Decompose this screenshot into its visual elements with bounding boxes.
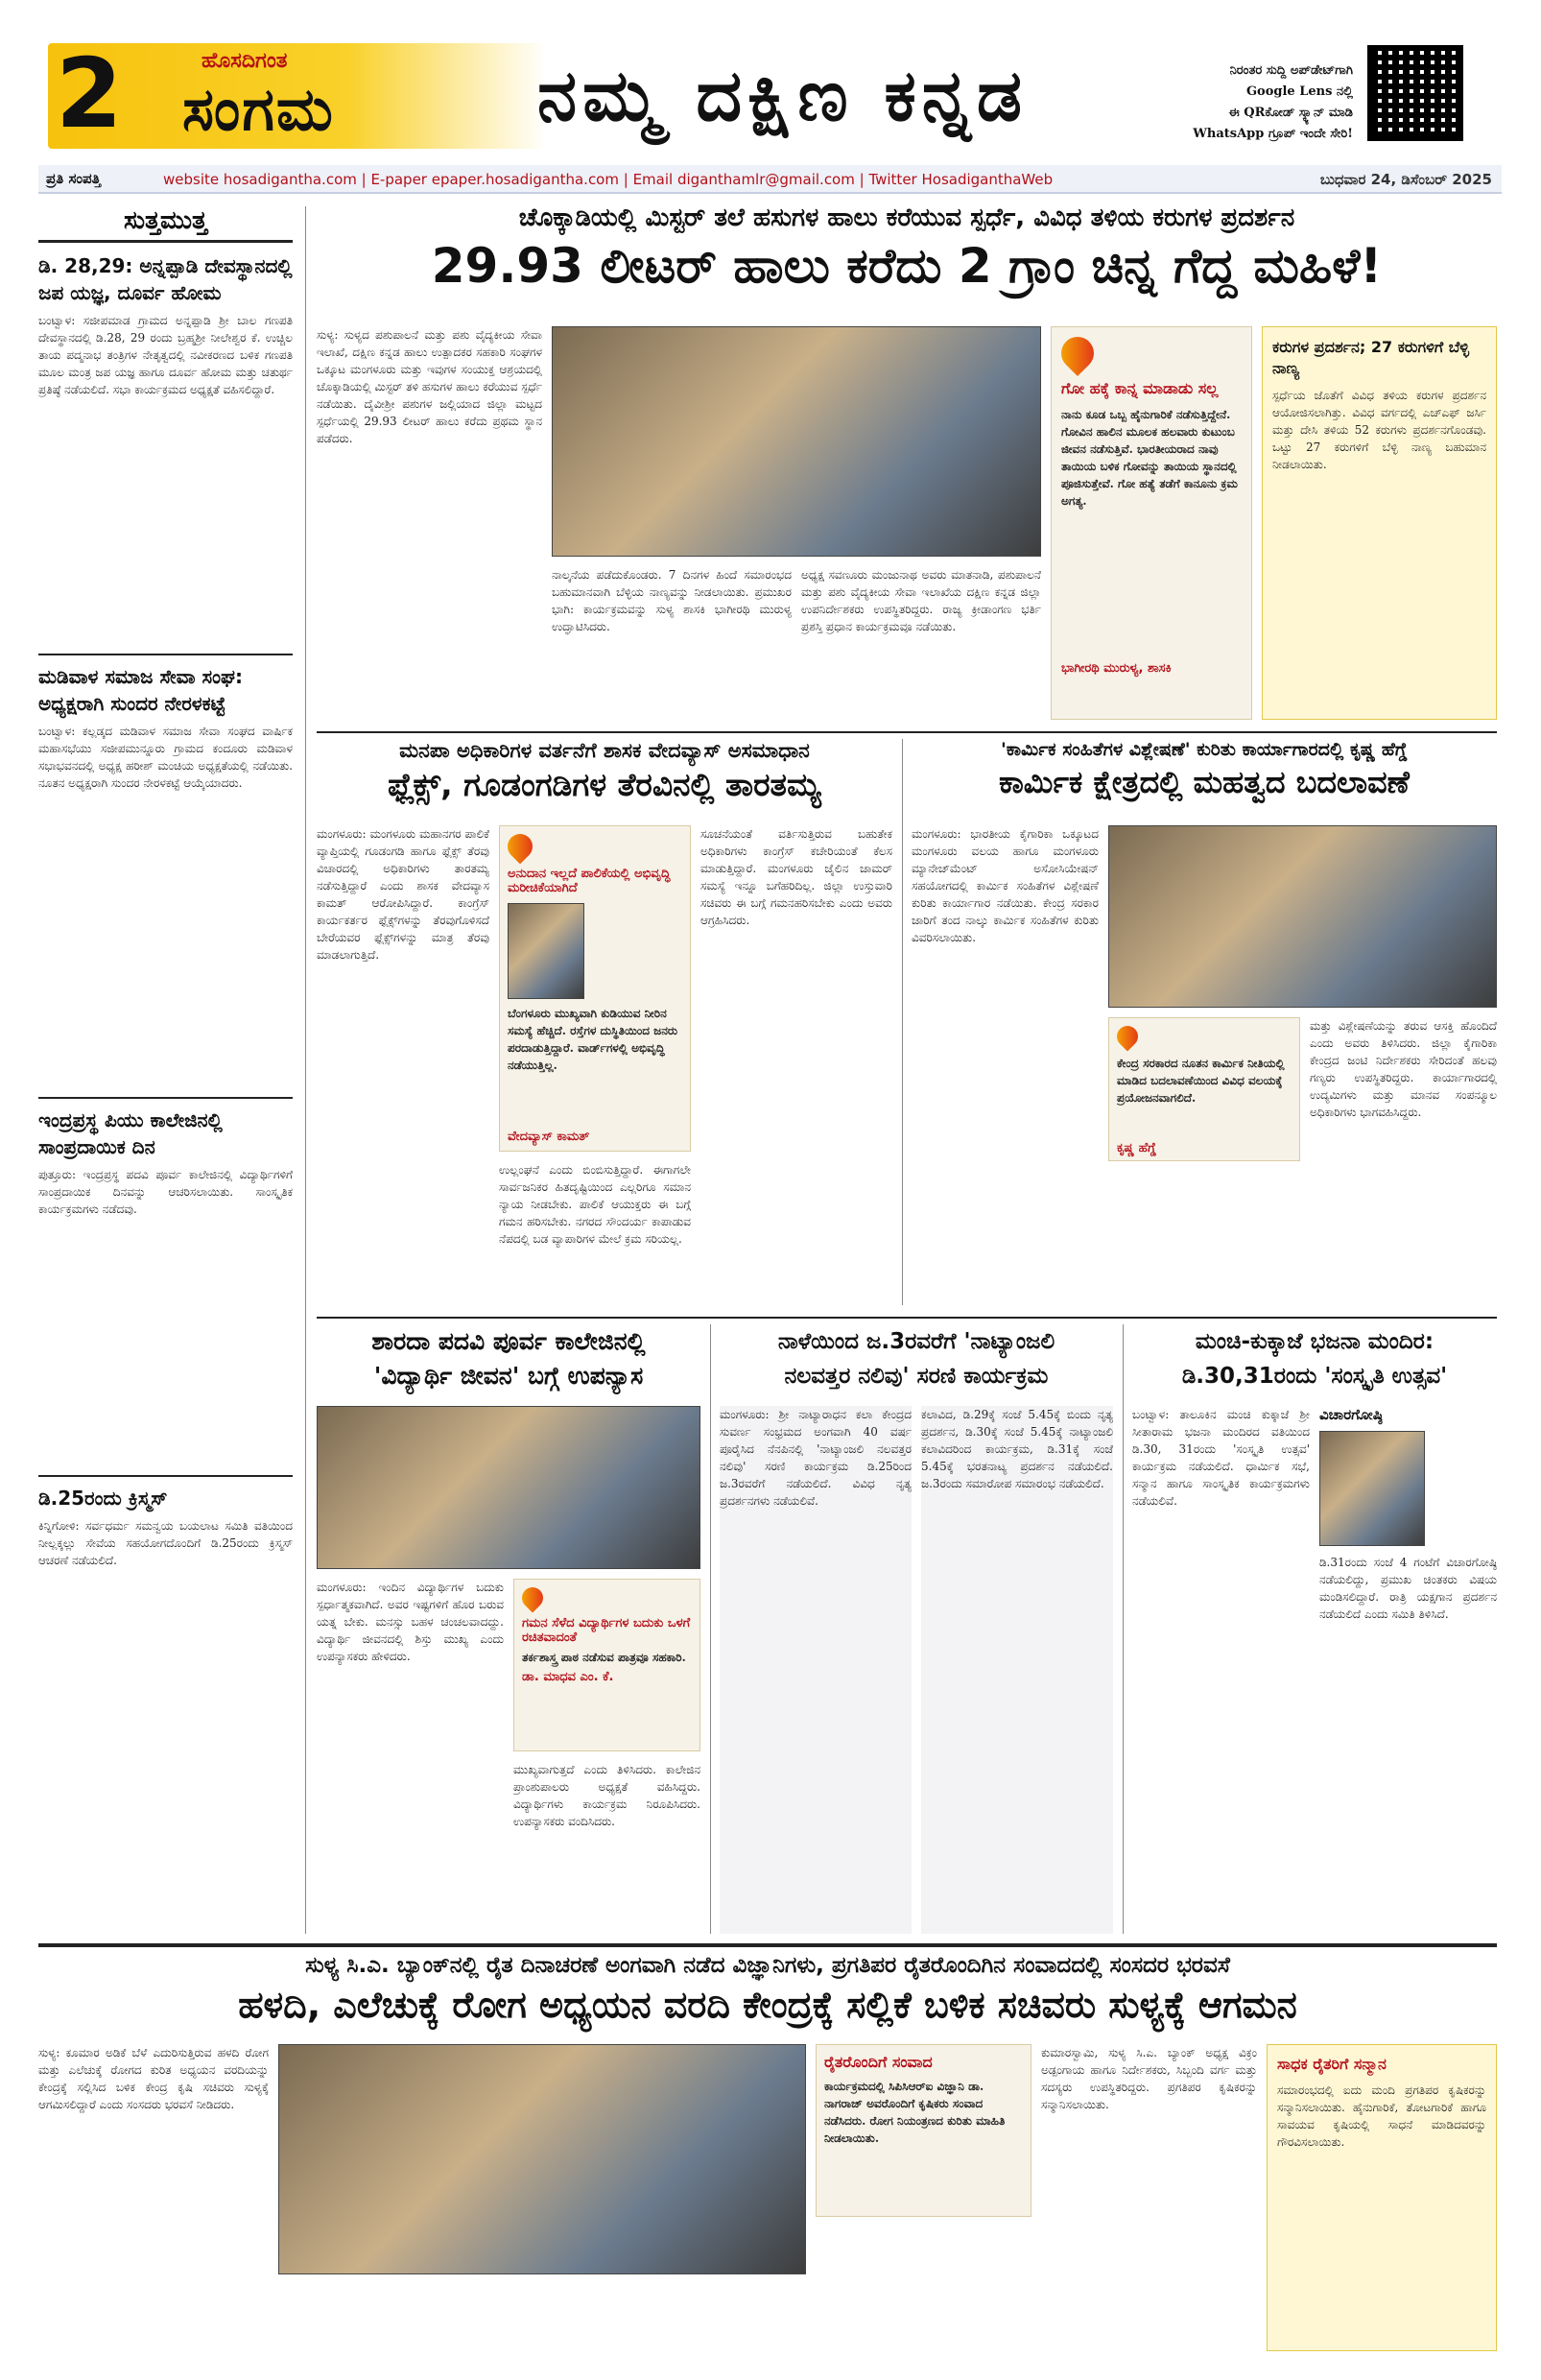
speaker-portrait[interactable] — [1319, 1431, 1425, 1546]
labour-story — [912, 739, 1497, 804]
farmers-story-photo[interactable] — [278, 2044, 806, 2274]
college-story-photo[interactable] — [317, 1406, 700, 1569]
college-story-body: ಮಂಗಳೂರು: ಇಂದಿನ ವಿದ್ಯಾರ್ಥಿಗಳ ಬದುಕು ಸ್ಪರ್ಧಾತ್ಮಕವಾಗಿದೆ. ಅವರ ಇಷ್ಟಗಳಿಗೆ ಹೊರ ಬರುವ ಯತ್ನ ಬೇಕು. ಮನಸ್ಸು ಬಹಳ ಚಂಚಲವಾದದ್ದು. ವಿದ್ಯಾರ್ಥಿ ಜೀವನದಲ್ಲಿ ಶಿಸ್ತು ಮುಖ್ಯ ಎಂದು ಉಪನ್ಯಾಸಕರು ಹೇಳಿದರು. — [317, 1581, 504, 1663]
flex-story-body-2: ಉಲ್ಲಂಘನೆ ಎಂದು ಬಿಂಬಿಸುತ್ತಿದ್ದಾರೆ. ಈಗಾಗಲೇ ಸಾರ್ವಜನಿಕರ ಹಿತದೃಷ್ಟಿಯಿಂದ ಎಲ್ಲರಿಗೂ ಸಮಾನ ನ್ಯಾಯ ನೀಡಬೇಕು. ಪಾಲಿಕೆ ಆಯುಕ್ತರು ಈ ಬಗ್ಗೆ ಗಮನ ಹರಿಸಬೇಕು. ನಗರದ ಸೌಂದರ್ಯ ಕಾಪಾಡುವ ನೆಪದಲ್ಲಿ ಬಡ ವ್ಯಾಪಾರಿಗಳ ಮೇಲೆ ಕ್ರಮ ಸರಿಯಲ್ಲ. — [499, 1163, 691, 1246]
dance-story-body: ಮಂಗಳೂರು: ಶ್ರೀ ನಾಟ್ಯಾರಾಧನ ಕಲಾ ಕೇಂದ್ರದ ಸುವರ್ಣ ಸಂಭ್ರಮದ ಅಂಗವಾಗಿ 40 ವರ್ಷ ಪೂರೈಸಿದ ನೆನಪಿನಲ್ಲಿ 'ನಾಟ್ಯಾಂಜಲಿ ನಲವತ್ತರ ನಲಿವು' ಸರಣಿ ಕಾರ್ಯಕ್ರಮ ಡಿ.25ರಿಂದ ಜ.3ರವರೆಗೆ ನಡೆಯಲಿದೆ. ವಿವಿಧ ನೃತ್ಯ ಪ್ರದರ್ಶನಗಳು ನಡೆಯಲಿವೆ. — [720, 1406, 912, 1934]
labour-quote-box — [1108, 1017, 1300, 1161]
bhajan-sidebar — [1319, 1406, 1497, 1928]
brief-2-title: ಮಡಿವಾಳ ಸಮಾಜ ಸೇವಾ ಸಂಘ: ಅಧ್ಯಕ್ಷರಾಗಿ ಸುಂದರ ನೇರಳಕಟ್ಟೆ — [38, 654, 293, 717]
brand-logo: ಸಂಗಮ — [182, 74, 335, 144]
calf-show-title: ಕರುಗಳ ಪ್ರದರ್ಶನ; 27 ಕರುಗಳಿಗೆ ಬೆಳ್ಳಿ ನಾಣ್ಯ — [1272, 338, 1470, 377]
farmers-story-headline: ಹಳದಿ, ಎಲೆಚುಕ್ಕೆ ರೋಗ ಅಧ್ಯಯನ ವರದಿ ಕೇಂದ್ರಕ್ಕೆ ಸಲ್ಲಿಕೆ ಬಳಿಕ ಸಚಿವರು ಸುಳ್ಯಕ್ಕೆ ಆಗಮನ — [238, 1984, 1297, 2026]
sidebar — [38, 206, 293, 1934]
top-story — [317, 203, 1497, 297]
felicitation-body: ಸಮಾರಂಭದಲ್ಲಿ ಐದು ಮಂದಿ ಪ್ರಗತಿಪರ ಕೃಷಿಕರನ್ನು ಸನ್ಮಾನಿಸಲಾಯಿತು. ಹೈನುಗಾರಿಕೆ, ತೋಟಗಾರಿಕೆ ಹಾಗೂ ಸಾವಯವ ಕೃಷಿಯಲ್ಲಿ ಸಾಧನೆ ಮಾಡಿದವರನ್ನು ಗೌರವಿಸಲಾಯಿತು. — [1277, 2083, 1486, 2149]
top-story-kicker: ಚೊಕ್ಕಾಡಿಯಲ್ಲಿ ಮಿಸ್ಟರ್ ತಲೆ ಹಸುಗಳ ಹಾಲು ಕರೆಯುವ ಸ್ಪರ್ಧೆ, ವಿವಿಧ ತಳಿಯ ಕರುಗಳ ಪ್ರದರ್ಶನ — [518, 203, 1295, 232]
section-divider-bold — [38, 1943, 1497, 1947]
labour-story-headline: ಕಾರ್ಮಿಕ ಕ್ಷೇತ್ರದಲ್ಲಿ ಮಹತ್ವದ ಬದಲಾವಣೆ — [999, 764, 1410, 800]
college-quote-title: ಗಮನ ಸೆಳೆದ ವಿದ್ಯಾರ್ಥಿಗಳ ಬದುಕು ಒಳಗೆ ರಚಿತವಾದಂತೆ — [522, 1616, 691, 1645]
top-story-photo[interactable] — [552, 326, 1041, 557]
dance-story-headline-1: ನಾಳೆಯಿಂದ ಜ.3ರವರೆಗೆ 'ನಾಟ್ಯಾಂಜಲಿ — [777, 1329, 1055, 1354]
edition-title: ನಮ್ಮ ದಕ್ಷಿಣ ಕನ್ನಡ — [537, 55, 1029, 137]
flex-quote-byline: ವೇದವ್ಯಾಸ್ ಕಾಮತ್ — [508, 1130, 590, 1144]
top-story-quote-box — [1051, 326, 1252, 720]
flex-quote-body: ಬೆಂಗಳೂರು ಮುಖ್ಯವಾಗಿ ಕುಡಿಯುವ ನೀರಿನ ಸಮಸ್ಯೆ ಹೆಚ್ಚಿದೆ. ರಸ್ತೆಗಳ ದುಸ್ಥಿತಿಯಿಂದ ಜನರು ಪರದಾಡುತ್ತಿದ್ದಾರೆ. ವಾರ್ಡ್‌ಗಳಲ್ಲಿ ಅಭಿವೃದ್ಧಿ ನಡೆಯುತ್ತಿಲ್ಲ. — [508, 1007, 678, 1072]
brief-3-title: ಇಂದ್ರಪ್ರಸ್ಥ ಪಿಯು ಕಾಲೇಜಿನಲ್ಲಿ ಸಾಂಪ್ರದಾಯಿಕ ದಿನ — [38, 1097, 293, 1160]
page-number: 2 — [56, 37, 123, 150]
labour-quote-body: ಕೇಂದ್ರ ಸರಕಾರದ ನೂತನ ಕಾರ್ಮಿಕ ನೀತಿಯಲ್ಲಿ ಮಾಡಿದ ಬದಲಾವಣೆಯಿಂದ ವಿವಿಧ ವಲಯಕ್ಕೆ ಪ್ರಯೋಜನವಾಗಲಿದೆ. — [1117, 1057, 1285, 1105]
dance-story-headline-2: ನಲವತ್ತರ ನಲಿವು' ಸರಣಿ ಕಾರ್ಯಕ್ರಮ — [784, 1364, 1049, 1389]
info-bar — [38, 165, 1502, 194]
column-divider — [902, 739, 903, 1305]
top-story-body: ಸುಳ್ಯ: ಸುಳ್ಯದ ಪಶುಪಾಲನೆ ಮತ್ತು ಪಶು ವೈದ್ಯಕೀಯ ಸೇವಾ ಇಲಾಖೆ, ದಕ್ಷಿಣ ಕನ್ನಡ ಹಾಲು ಉತ್ಪಾದಕರ ಸಹಕಾರಿ ಸಂಘಗಳ ಒಕ್ಕೂಟ ಮಂಗಳೂರು ಮತ್ತು ಇವುಗಳ ಸಂಯುಕ್ತ ಆಶ್ರಯದಲ್ಲಿ ಚೊಕ್ಕಾಡಿಯಲ್ಲಿ ಮಿಸ್ಟರ್ ತಳಿ ಹಸುಗಳ ಹಾಲು ಕರೆಯುವ ಸ್ಪರ್ಧೆ ನಡೆಯಿತು. ದೈವೀಶ್ರೀ ಪಶುಗಳ ಜಲ್ಲಿಯಾದ ಜಿಲ್ಲಾ ಮಟ್ಟದ ಸ್ಪರ್ಧೆಯಲ್ಲಿ 29.93 ಲೀಟರ್ ಹಾಲು ಕರೆದು ಪ್ರಥಮ ಸ್ಥಾನ ಪಡೆದರು. — [317, 328, 542, 445]
quote-title: ಗೋ ಹಕ್ಕೆ ಕಾನ್ನ ಮಾಡಾಡು ಸಲ್ಲ — [1061, 379, 1219, 397]
sidebar-section-title: ಸುತ್ತಮುತ್ತ — [38, 206, 293, 243]
quote-byline: ಭಾಗೀರಥಿ ಮುರುಳ್ಯ, ಶಾಸಕಿ — [1061, 661, 1172, 676]
college-quote-byline: ಡಾ. ಮಾಧವ ಎಂ. ಕೆ. — [522, 1670, 614, 1684]
flex-story-body: ಮಂಗಳೂರು: ಮಂಗಳೂರು ಮಹಾನಗರ ಪಾಲಿಕೆ ವ್ಯಾಪ್ತಿಯಲ್ಲಿ ಗೂಡಂಗಡಿ ಹಾಗೂ ಫ್ಲೆಕ್ಸ್ ತೆರವು ವಿಚಾರದಲ್ಲಿ ಅಧಿಕಾರಿಗಳು ತಾರತಮ್ಯ ನಡೆಸುತ್ತಿದ್ದಾರೆ ಎಂದು ಶಾಸಕ ವೇದವ್ಯಾಸ ಕಾಮತ್ ಆರೋಪಿಸಿದ್ದಾರೆ. ಕಾಂಗ್ರೆಸ್ ಕಾರ್ಯಕರ್ತರ ಫ್ಲೆಕ್ಸ್‌ಗಳನ್ನು ತೆರವುಗೊಳಿಸದೆ ಬೇರೆಯವರ ಫ್ಲೆಕ್ಸ್‌ಗಳನ್ನು ಮಾತ್ರ ತೆರವು ಮಾಡಲಾಗುತ್ತಿದೆ. — [317, 827, 489, 962]
bhajan-story-headline-1: ಮಂಚಿ-ಕುಕ್ಕಾಜೆ ಭಜನಾ ಮಂದಿರ: — [1195, 1329, 1434, 1354]
flex-story-kicker: ಮನಪಾ ಅಧಿಕಾರಿಗಳ ವರ್ತನೆಗೆ ಶಾಸಕ ವೇದವ್ಯಾಸ್ ಅಸಮಾಧಾನ — [399, 739, 810, 762]
dance-story — [720, 1324, 1113, 1393]
column-divider — [1123, 1324, 1124, 1934]
bhajan-subhead: ವಿಚಾರಗೋಷ್ಠಿ — [1319, 1406, 1383, 1423]
dialogue-title: ರೈತರೊಂದಿಗೆ ಸಂವಾದ — [824, 2053, 933, 2071]
brief-4-title: ಡಿ.25ರಂದು ಕ್ರಿಸ್ಮಸ್ — [38, 1475, 293, 1511]
dance-story-body-2: ಕಲಾವಿದ, ಡಿ.29ಕ್ಕೆ ಸಂಜೆ 5.45ಕ್ಕೆ ಬಿಂದು ನೃತ್ಯ ಪ್ರದರ್ಶನ, ಡಿ.30ಕ್ಕೆ ಸಂಜೆ 5.45ಕ್ಕೆ ನಾಟ್ಯಾಂಜಲಿ ಕಲಾವಿದರಿಂದ ಕಾರ್ಯಕ್ರಮ, ಡಿ.31ಕ್ಕೆ ಸಂಜೆ 5.45ಕ್ಕೆ ಭರತನಾಟ್ಯ ಪ್ರದರ್ಶನ ನಡೆಯಲಿದೆ. ಜ.3ರಂದು ಸಮಾರೋಪ ಸಮಾರಂಭ ನಡೆಯಲಿದೆ. — [921, 1406, 1113, 1934]
college-quote-body: ತರ್ಕಶಾಸ್ತ್ರ ಪಾಠ ನಡೆಸುವ ಪಾತ್ರವೂ ಸಹಕಾರಿ. — [522, 1651, 686, 1664]
quote-marker-icon — [517, 1583, 547, 1612]
brief-3-body: ಪುತ್ತೂರು: ಇಂದ್ರಪ್ರಸ್ಥ ಪದವಿ ಪೂರ್ವ ಕಾಲೇಜಿನಲ್ಲಿ ವಿದ್ಯಾರ್ಥಿಗಳಿಗೆ ಸಾಂಪ್ರದಾಯಿಕ ದಿನವನ್ನು ಆಚರಿಸಲಾಯಿತು. ಸಾಂಸ್ಕೃತಿಕ ಕಾರ್ಯಕ್ರಮಗಳು ನಡೆದವು. — [38, 1168, 293, 1216]
college-story-headline-1: ಶಾರದಾ ಪದವಿ ಪೂರ್ವ ಕಾಲೇಜಿನಲ್ಲಿ — [371, 1327, 646, 1355]
farmers-story — [38, 1953, 1497, 2032]
top-story-body-2: ನಾಲ್ಕನೆಯ ಪಡೆದುಕೊಂಡರು. 7 ದಿನಗಳ ಹಿಂದೆ ಸಮಾರಂಭದ ಬಹುಮಾನವಾಗಿ ಬೆಳ್ಳಿಯ ನಾಣ್ಯವನ್ನು ನೀಡಲಾಯಿತು. ಪ್ರಮುಖರ ಭಾಗಿ: ಕಾರ್ಯಕ್ರಮವನ್ನು ಸುಳ್ಯ ಶಾಸಕಿ ಭಾಗೀರಥಿ ಮುರುಳ್ಯ ಉದ್ಘಾಟಿಸಿದರು. — [552, 568, 792, 633]
section-divider — [317, 731, 1497, 733]
labour-story-body: ಮಂಗಳೂರು: ಭಾರತೀಯ ಕೈಗಾರಿಕಾ ಒಕ್ಕೂಟದ ಮಂಗಳೂರು ವಲಯ ಹಾಗೂ ಮಂಗಳೂರು ಮ್ಯಾನೇಜ್‌ಮೆಂಟ್ ಅಸೋಸಿಯೇಷನ್ ಸಹಯೋಗದಲ್ಲಿ ಕಾರ್ಮಿಕ ಸಂಹಿತೆಗಳ ವಿಶ್ಲೇಷಣೆ ಕುರಿತು ಕಾರ್ಯಾಗಾರ ನಡೆಯಿತು. ಕೇಂದ್ರ ಸರಕಾರ ಜಾರಿಗೆ ತಂದ ನಾಲ್ಕು ಕಾರ್ಮಿಕ ಸಂಹಿತೆಗಳ ಕುರಿತು ವಿವರಿಸಲಾಯಿತು. — [912, 827, 1099, 944]
bhajan-story-headline-2: ಡಿ.30,31ರಂದು 'ಸಂಸ್ಕೃತಿ ಉತ್ಸವ' — [1181, 1364, 1448, 1389]
farmers-story-kicker: ಸುಳ್ಯ ಸಿ.ಎ. ಬ್ಯಾಂಕ್‌ನಲ್ಲಿ ರೈತ ದಿನಾಚರಣೆ ಅಂಗವಾಗಿ ನಡೆದ ವಿಜ್ಞಾನಿಗಳು, ಪ್ರಗತಿಪರ ರೈತರೊಂದಿಗಿನ ಸಂವಾದದಲ್ಲಿ ಸಂಸದರ ಭರವಸೆ — [305, 1953, 1230, 1978]
college-story — [317, 1324, 700, 1393]
sidebar-divider — [305, 206, 306, 1934]
labour-story-kicker: 'ಕಾರ್ಮಿಕ ಸಂಹಿತೆಗಳ ವಿಶ್ಲೇಷಣೆ' ಕುರಿತು ಕಾರ್ಯಾಗಾರದಲ್ಲಿ ಕೃಷ್ಣ ಹೆಗ್ಡೆ — [1000, 739, 1409, 760]
bhajan-story — [1132, 1324, 1497, 1393]
section-divider — [317, 1317, 1497, 1319]
quote-marker-icon — [1055, 330, 1101, 376]
dialogue-body: ಕಾರ್ಯಕ್ರಮದಲ್ಲಿ ಸಿಪಿಸಿಆರ್‌ಐ ವಿಜ್ಞಾನಿ ಡಾ. ನಾಗರಾಜ್ ಅವರೊಂದಿಗೆ ಕೃಷಿಕರು ಸಂವಾದ ನಡೆಸಿದರು. ರೋಗ ನಿಯಂತ್ರಣದ ಕುರಿತು ಮಾಹಿತಿ ನೀಡಲಾಯಿತು. — [824, 2080, 1006, 2145]
qr-code-icon[interactable] — [1367, 45, 1463, 141]
calf-show-body: ಸ್ಪರ್ಧೆಯ ಜೊತೆಗೆ ವಿವಿಧ ತಳಿಯ ಕರುಗಳ ಪ್ರದರ್ಶನ ಆಯೋಜಿಸಲಾಗಿತ್ತು. ವಿವಿಧ ವರ್ಗದಲ್ಲಿ ಎಚ್‌ಎಫ್ ಜರ್ಸಿ ಮತ್ತು ದೇಸಿ ತಳಿಯ 52 ಕರುಗಳು ಪ್ರದರ್ಶನಗೊಂಡವು. ಒಟ್ಟು 27 ಕರುಗಳಿಗೆ ಬೆಳ್ಳಿ ನಾಣ್ಯ ಬಹುಮಾನ ನೀಡಲಾಯಿತು. — [1272, 389, 1486, 471]
top-story-body-3: ಅಧ್ಯಕ್ಷ ಸವಣೂರು ಮಂಜುನಾಥ ಅವರು ಮಾತನಾಡಿ, ಪಶುಪಾಲನೆ ಮತ್ತು ಪಶು ವೈದ್ಯಕೀಯ ಸೇವಾ ಇಲಾಖೆಯ ದಕ್ಷಿಣ ಕನ್ನಡ ಜಿಲ್ಲಾ ಉಪನಿರ್ದೇಶಕರು ಉಪಸ್ಥಿತರಿದ್ದರು. ರಾಜ್ಯ ಕ್ರೀಡಾಂಗಣ ಭರ್ತಿ ಪ್ರಶಸ್ತಿ ಪ್ರಧಾನ ಕಾರ್ಯಕ್ರಮವೂ ನಡೆಯಿತು. — [801, 568, 1041, 633]
flex-story-headline: ಫ್ಲೆಕ್ಸ್, ಗೂಡಂಗಡಿಗಳ ತೆರವಿನಲ್ಲಿ ತಾರತಮ್ಯ — [388, 766, 821, 803]
college-story-headline-2: 'ವಿದ್ಯಾರ್ಥಿ ಜೀವನ' ಬಗ್ಗೆ ಉಪನ್ಯಾಸ — [373, 1362, 644, 1390]
flex-story-body-3: ಸೂಚನೆಯಂತೆ ವರ್ತಿಸುತ್ತಿರುವ ಬಹುತೇಕ ಅಧಿಕಾರಿಗಳು ಕಾಂಗ್ರೆಸ್ ಕಚೇರಿಯಂತೆ ಕೆಲಸ ಮಾಡುತ್ತಿದ್ದಾರೆ. ಮಂಗಳೂರು ಜೈಲಿನ ಜಾಮರ್ ಸಮಸ್ಯೆ ಇನ್ನೂ ಬಗೆಹರಿದಿಲ್ಲ. ಜಿಲ್ಲಾ ಉಸ್ತುವಾರಿ ಸಚಿವರು ಈ ಬಗ್ಗೆ ಗಮನಹರಿಸಬೇಕು ಎಂದು ಅವರು ಆಗ್ರಹಿಸಿದರು. — [700, 827, 892, 927]
contact-links[interactable]: website hosadigantha.com | E-paper epaper.hosadigantha.com | Email diganthamlr@gmail.com | Twitter HosadiganthaWeb — [163, 171, 1054, 188]
farmers-dialogue-box — [816, 2044, 1031, 2217]
farmers-story-body-2: ಕುಮಾರಸ್ವಾಮಿ, ಸುಳ್ಯ ಸಿ.ಎ. ಬ್ಯಾಂಕ್ ಅಧ್ಯಕ್ಷ ವಿಕ್ರಂ ಅಡ್ಪಂಗಾಯ ಹಾಗೂ ನಿರ್ದೇಶಕರು, ಸಿಬ್ಬಂದಿ ವರ್ಗ ಮತ್ತು ಸದಸ್ಯರು ಉಪಸ್ಥಿತರಿದ್ದರು. ಪ್ರಗತಿಪರ ಕೃಷಿಕರನ್ನು ಸನ್ಮಾನಿಸಲಾಯಿತು. — [1041, 2046, 1257, 2111]
felicitation-title: ಸಾಧಕ ರೈತರಿಗೆ ಸನ್ಮಾನ — [1277, 2055, 1387, 2073]
quote-body: ನಾನು ಕೂಡ ಒಬ್ಬ ಹೈನುಗಾರಿಕೆ ನಡೆಸುತ್ತಿದ್ದೇನೆ. ಗೋವಿನ ಹಾಲಿನ ಮೂಲಕ ಹಲವಾರು ಕುಟುಂಬ ಜೀವನ ನಡೆಸುತ್ತಿವೆ. ಭಾರತೀಯರಾದ ನಾವು ತಾಯಿಯ ಬಳಿಕ ಗೋವನ್ನು ತಾಯಿಯ ಸ್ಥಾನದಲ್ಲಿ ಪೂಜಿಸುತ್ತೇವೆ. ಗೋ ಹತ್ಯೆ ತಡೆಗೆ ಕಾನೂನು ಕ್ರಮ ಅಗತ್ಯ. — [1061, 408, 1238, 508]
mla-portrait[interactable] — [508, 903, 584, 999]
brief-1-title: ಡಿ. 28,29: ಅನ್ನಪ್ಪಾಡಿ ದೇವಸ್ಥಾನದಲ್ಲಿ ಜಪ ಯಜ್ಞ, ದೂರ್ವ ಹೋಮ — [38, 254, 293, 304]
brief-2-body: ಬಂಟ್ವಾಳ: ಕಲ್ಲಡ್ಕದ ಮಡಿವಾಳ ಸಮಾಜ ಸೇವಾ ಸಂಘದ ವಾರ್ಷಿಕ ಮಹಾಸಭೆಯು ಸಜೀಪಮುನ್ನೂರು ಗ್ರಾಮದ ಕಂದೂರು ಮಡಿವಾಳ ಸಭಾಭವನದಲ್ಲಿ ಅಧ್ಯಕ್ಷ ಹರೀಶ್ ಮಂಚಿಯ ಅಧ್ಯಕ್ಷತೆಯಲ್ಲಿ ನಡೆಯಿತು. ನೂತನ ಅಧ್ಯಕ್ಷರಾಗಿ ಸುಂದರ ನೇರಳಕಟ್ಟೆ ಆಯ್ಕೆಯಾದರು. — [38, 725, 293, 790]
brand-logo-small: ಹೊಸದಿಗಂತ — [202, 49, 288, 73]
labour-story-photo[interactable] — [1108, 825, 1497, 1008]
edition-tag: ಪ್ರತಿ ಸಂಪತ್ತಿ — [46, 170, 101, 187]
brief-4-body: ಕಿನ್ನಿಗೋಳಿ: ಸರ್ವಧರ್ಮ ಸಮನ್ವಯ ಬಯಲಾಟ ಸಮಿತಿ ವತಿಯಿಂದ ನೀಲ್ಲಕ್ಕಲ್ಲು ಸೇವೆಯ ಸಹಯೋಗದೊಂದಿಗೆ ಡಿ.25ರಂದು ಕ್ರಿಸ್ಮಸ್ ಆಚರಣೆ ನಡೆಯಲಿದೆ. — [38, 1519, 293, 1567]
calf-show-box — [1262, 326, 1497, 720]
quote-marker-icon — [1112, 1021, 1142, 1051]
top-story-headline: 29.93 ಲೀಟರ್ ಹಾಲು ಕರೆದು 2 ಗ್ರಾಂ ಚಿನ್ನ ಗೆದ್ದ ಮಹಿಳೆ! — [431, 238, 1383, 294]
masthead — [38, 37, 1502, 154]
qr-instructions: ನಿರಂತರ ಸುದ್ದಿ ಅಪ್‌ಡೇಟ್‌ಗಾಗಿ Google Lens ನಲ್ಲಿ ಈ QRಕೋಡ್ ಸ್ಕ್ಯಾನ್ ಮಾಡಿ WhatsApp ಗ್ರೂಪ್ ಇಂದೇ ಸೇರಿ! — [1193, 63, 1353, 141]
felicitation-box — [1267, 2044, 1497, 2351]
bhajan-story-body-2: ಡಿ.31ರಂದು ಸಂಜೆ 4 ಗಂಟೆಗೆ ವಿಚಾರಗೋಷ್ಠಿ ನಡೆಯಲಿದ್ದು, ಪ್ರಮುಖ ಚಿಂತಕರು ವಿಷಯ ಮಂಡಿಸಲಿದ್ದಾರೆ. ರಾತ್ರಿ ಯಕ್ಷಗಾನ ಪ್ರದರ್ಶನ ನಡೆಯಲಿದೆ ಎಂದು ಸಮಿತಿ ತಿಳಿಸಿದೆ. — [1319, 1556, 1497, 1621]
labour-quote-byline: ಕೃಷ್ಣ ಹೆಗ್ಡೆ — [1117, 1141, 1157, 1155]
college-quote-box — [513, 1579, 700, 1751]
flex-quote-title: ಅನುದಾನ ಇಲ್ಲದೆ ಪಾಲಿಕೆಯಲ್ಲಿ ಅಭಿವೃದ್ಧಿ ಮರೀಚಿಕೆಯಾಗಿದೆ — [508, 867, 671, 895]
college-story-body-2: ಮುಖ್ಯವಾಗುತ್ತದೆ ಎಂದು ತಿಳಿಸಿದರು. ಕಾಲೇಜಿನ ಪ್ರಾಂಶುಪಾಲರು ಅಧ್ಯಕ್ಷತೆ ವಹಿಸಿದ್ದರು. ವಿದ್ಯಾರ್ಥಿಗಳು ಕಾರ್ಯಕ್ರಮ ನಿರೂಪಿಸಿದರು. ಉಪನ್ಯಾಸಕರು ವಂದಿಸಿದರು. — [513, 1763, 700, 1828]
issue-date: ಬುಧವಾರ 24, ಡಿಸೆಂಬರ್ 2025 — [1319, 171, 1492, 188]
labour-story-body-2: ಮತ್ತು ವಿಶ್ಲೇಷಣೆಯನ್ನು ತರುವ ಆಸಕ್ತಿ ಹೊಂದಿದೆ ಎಂದು ಅವರು ತಿಳಿಸಿದರು. ಜಿಲ್ಲಾ ಕೈಗಾರಿಕಾ ಕೇಂದ್ರದ ಜಂಟಿ ನಿರ್ದೇಶಕರು ಸೇರಿದಂತೆ ಹಲವು ಗಣ್ಯರು ಉಪಸ್ಥಿತರಿದ್ದರು. ಕಾರ್ಯಾಗಾರದಲ್ಲಿ ಉದ್ಯಮಿಗಳು ಮತ್ತು ಮಾನವ ಸಂಪನ್ಮೂಲ ಅಧಿಕಾರಿಗಳು ಭಾಗವಹಿಸಿದ್ದರು. — [1310, 1019, 1497, 1119]
flex-story-quote-box — [499, 825, 691, 1152]
flex-story — [317, 739, 892, 807]
bhajan-story-body: ಬಂಟ್ವಾಳ: ತಾಲೂಕಿನ ಮಂಚಿ ಕುಕ್ಕಾಜೆ ಶ್ರೀ ಸೀತಾರಾಮ ಭಜನಾ ಮಂದಿರದ ವತಿಯಿಂದ ಡಿ.30, 31ರಂದು 'ಸಂಸ್ಕೃತಿ ಉತ್ಸವ' ಕಾರ್ಯಕ್ರಮ ನಡೆಯಲಿದೆ. ಧಾರ್ಮಿಕ ಸಭೆ, ಸನ್ಮಾನ ಹಾಗೂ ಸಾಂಸ್ಕೃತಿಕ ಕಾರ್ಯಕ್ರಮಗಳು ನಡೆಯಲಿವೆ. — [1132, 1408, 1310, 1508]
farmers-story-body: ಸುಳ್ಯ: ಕೂಮಾರ ಅಡಿಕೆ ಬೆಳೆ ಎದುರಿಸುತ್ತಿರುವ ಹಳದಿ ರೋಗ ಮತ್ತು ಎಲೆಚುಕ್ಕೆ ರೋಗದ ಕುರಿತ ಅಧ್ಯಯನ ವರದಿಯನ್ನು ಕೇಂದ್ರಕ್ಕೆ ಸಲ್ಲಿಸಿದ ಬಳಿಕ ಕೇಂದ್ರ ಕೃಷಿ ಸಚಿವರು ಸುಳ್ಯಕ್ಕೆ ಆಗಮಿಸಲಿದ್ದಾರೆ ಎಂದು ಸಂಸದರು ಭರವಸೆ ನೀಡಿದರು. — [38, 2046, 269, 2111]
column-divider — [710, 1324, 711, 1934]
quote-marker-icon — [503, 829, 538, 865]
brief-1-body: ಬಂಟ್ವಾಳ: ಸಜೀಪಮಾಡ ಗ್ರಾಮದ ಅನ್ನಪ್ಪಾಡಿ ಶ್ರೀ ಬಾಲ ಗಣಪತಿ ದೇವಸ್ಥಾನದಲ್ಲಿ ಡಿ.28, 29 ರಂದು ಬ್ರಹ್ಮಶ್ರೀ ನೀಲೇಶ್ವರ ಕೆ. ಉಚ್ಚಿಲ ತಾಯ ಪದ್ಮನಾಭ ತಂತ್ರಿಗಳ ನೇತೃತ್ವದಲ್ಲಿ ನವೀಕರಣದ ಬಳಿಕ ಗಣಪತಿ ಮೂಲ ಮಂತ್ರ ಜಪ ಯಜ್ಞ ಹಾಗೂ ದೂರ್ವ ಹೋಮ ಮತ್ತು ಚತುರ್ಥ ಪ್ರತಿಷ್ಠೆ ನಡೆಯಲಿದೆ. ಸಭಾ ಕಾರ್ಯಕ್ರಮದ ಅಧ್ಯಕ್ಷತೆ ವಹಿಸಲಿದ್ದಾರೆ. — [38, 314, 293, 396]
